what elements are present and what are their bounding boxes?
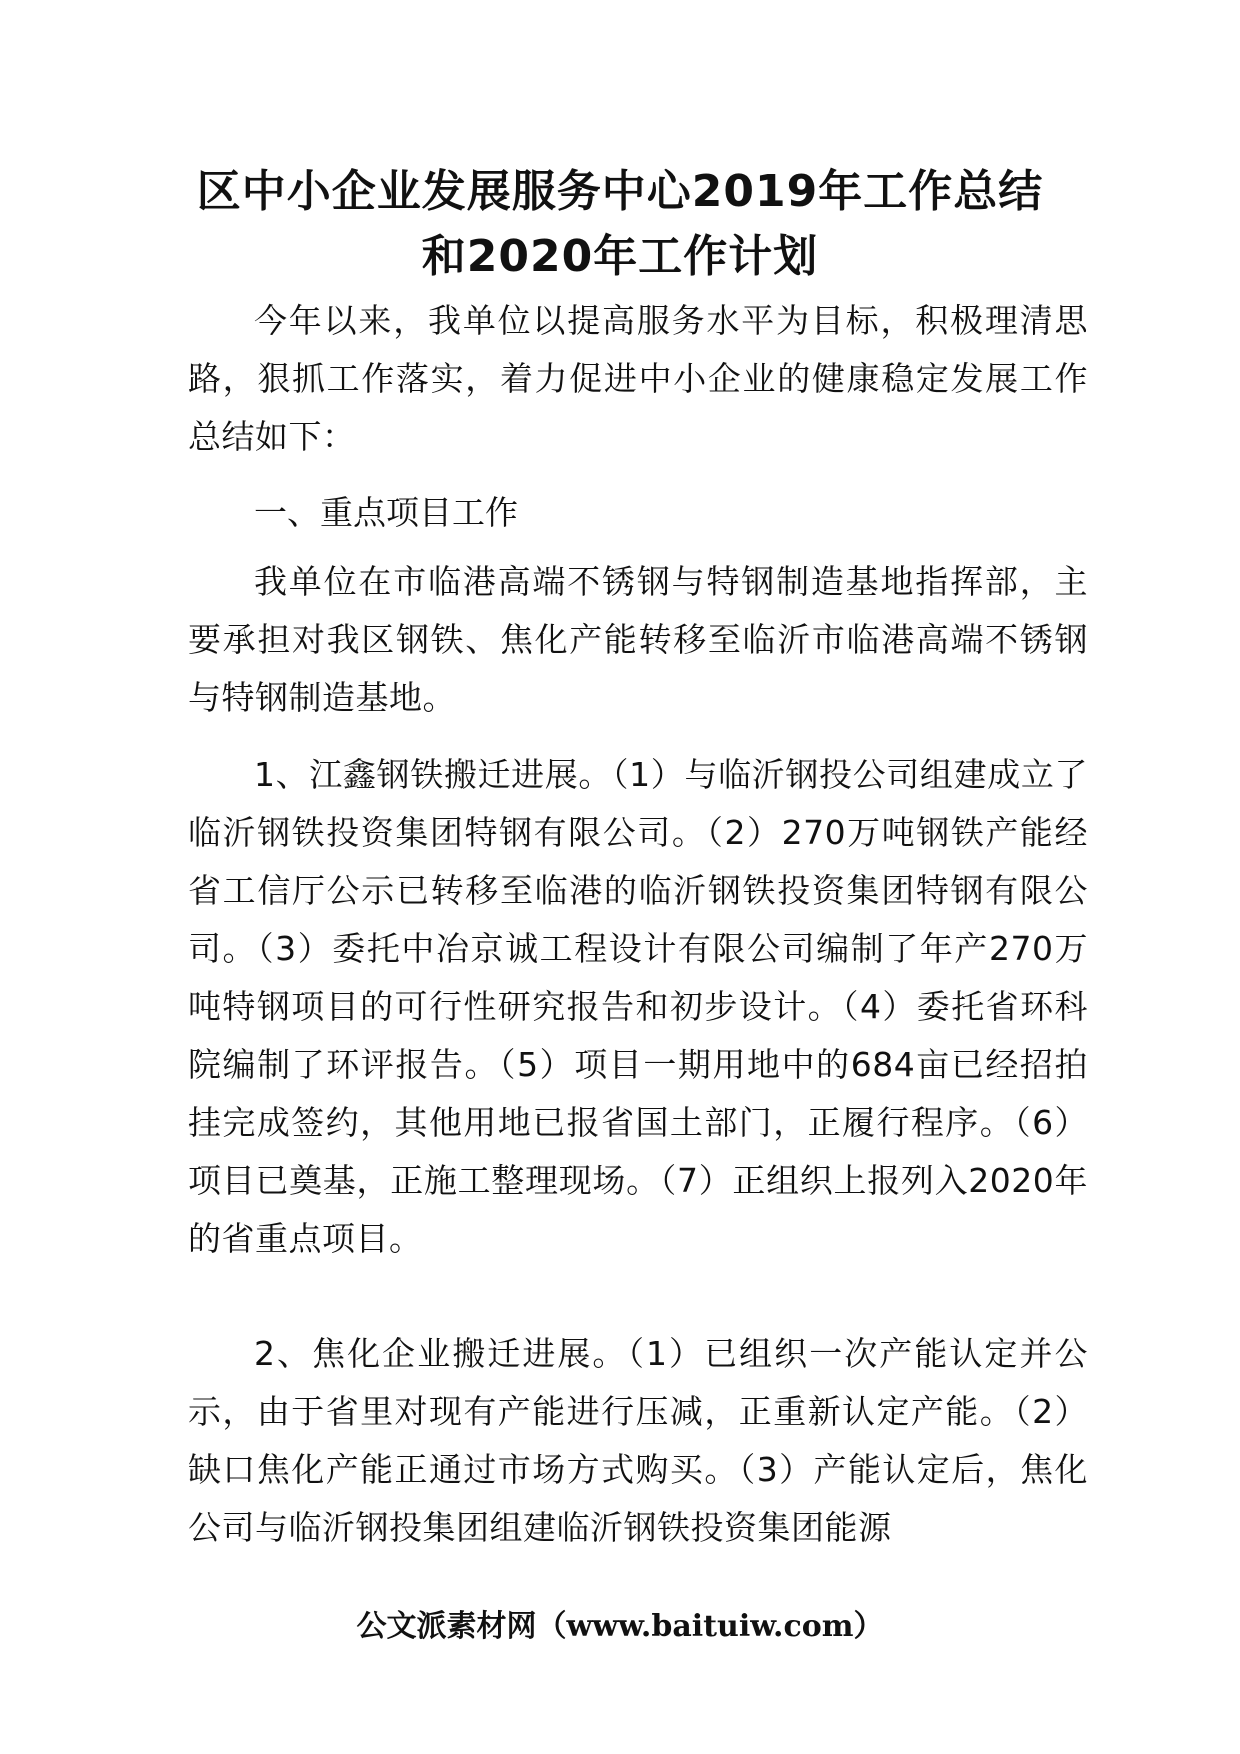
footer-watermark: 公文派素材网（www.baituiw.com） [356, 1609, 884, 1644]
document-title-line1: 区中小企业发展服务中心2019年工作总结 [196, 166, 1044, 217]
intro-paragraph: 今年以来，我单位以提高服务水平为目标，积极理清思路，狠抓工作落实，着力促进中小企业的健康稳定发展工作总结如下： [188, 301, 1088, 456]
item1-paragraph: 1、江鑫钢铁搬迁进展。（1）与临沂钢投公司组建成立了临沂钢铁投资集团特钢有限公司。（2）270万吨钢铁产能经省工信厅公示已转移至临港的临沂钢铁投资集团特钢有限公司。（3）委托中冶京诚工程设计有限公司编制了年产270万吨特钢项目的可行性研究报告和初步设计。（4）委托省环科院编制了环评报告。（5）项目一期用地中的684亩已经招拍挂完成签约，其他用地已报省国土部门，正履行程序。（6）项目已奠基，正施工整理现场。（7）正组织上报列入2020年的省重点项目。 [188, 755, 1088, 1258]
project-intro-paragraph: 我单位在市临港高端不锈钢与特钢制造基地指挥部，主要承担对我区钢铁、焦化产能转移至临沂市临港高端不锈钢与特钢制造基地。 [188, 562, 1088, 717]
document-title-line2: 和2020年工作计划 [421, 231, 819, 282]
item2-paragraph: 2、焦化企业搬迁进展。（1）已组织一次产能认定并公示，由于省里对现有产能进行压减，正重新认定产能。（2）缺口焦化产能正通过市场方式购买。（3）产能认定后，焦化公司与临沂钢投集团组建临沂钢铁投资集团能源 [188, 1334, 1088, 1547]
section-heading-key-projects: 一、重点项目工作 [254, 493, 518, 532]
